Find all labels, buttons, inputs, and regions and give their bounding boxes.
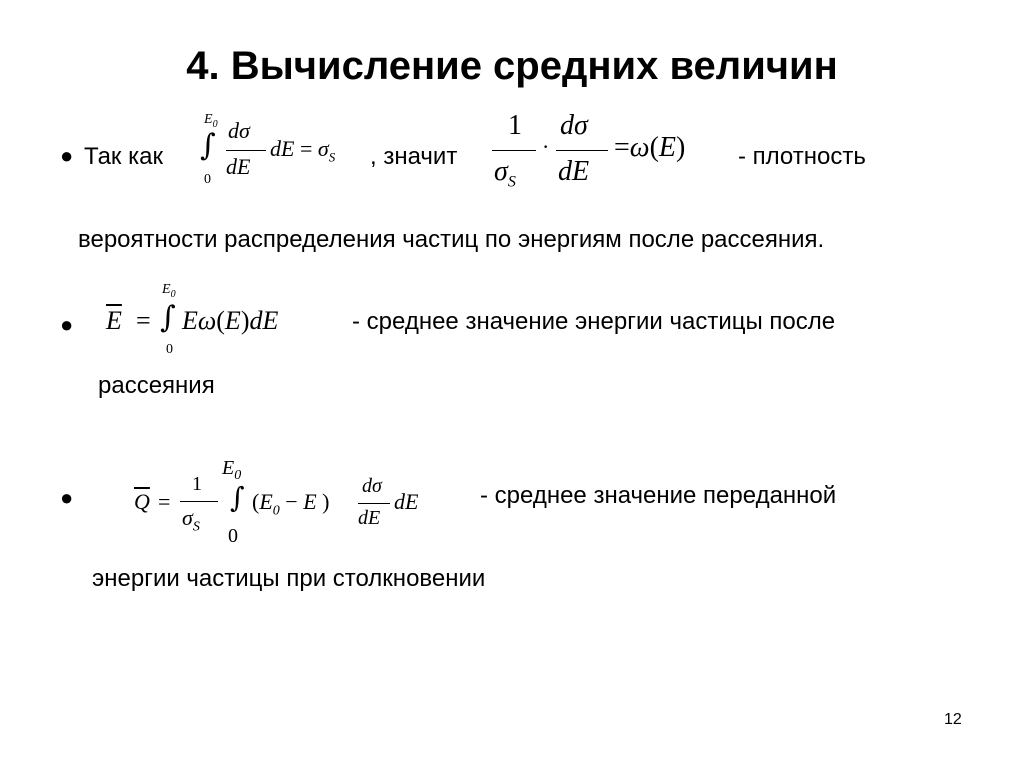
item1-continuation-text: вероятности распределения частиц по энергиям после рассеяния. bbox=[78, 226, 825, 253]
item1-lead-text: Так как bbox=[84, 143, 163, 170]
formula-transferred-energy: $\overline{Q}$ = 1 $\sigma_S$ $E_0$ ∫ 0 ($E_0 - E$ ) dσ dE dE bbox=[134, 457, 419, 547]
formula-energy-density: 1 $\sigma_S$ · dσ dE =ω(E) bbox=[494, 110, 686, 191]
bullet-1: ● bbox=[60, 143, 74, 168]
item2-tail-text: - среднее значение энергии частицы после bbox=[352, 308, 836, 335]
slide-title: 4. Вычисление средних величин bbox=[186, 44, 838, 88]
bullet-3: ● bbox=[60, 485, 74, 510]
item3-tail-text: - среднее значение переданной bbox=[480, 482, 837, 509]
item2-continuation-text: рассеяния bbox=[98, 372, 215, 399]
item1-mid-text: , значит bbox=[370, 143, 458, 170]
bullet-2: ● bbox=[60, 312, 74, 337]
formula-cross-section-integral: $E_0$ ∫ 0 dσ dE dE = $\sigma_S$ bbox=[200, 112, 336, 187]
formula-mean-energy: $\overline{E}$ = $E_0$ ∫ 0 Eω(E)dE bbox=[106, 282, 279, 357]
item3-continuation-text: энергии частицы при столкновении bbox=[92, 565, 486, 592]
item1-tail-text: - плотность bbox=[738, 143, 866, 170]
page-number: 12 bbox=[944, 711, 962, 728]
